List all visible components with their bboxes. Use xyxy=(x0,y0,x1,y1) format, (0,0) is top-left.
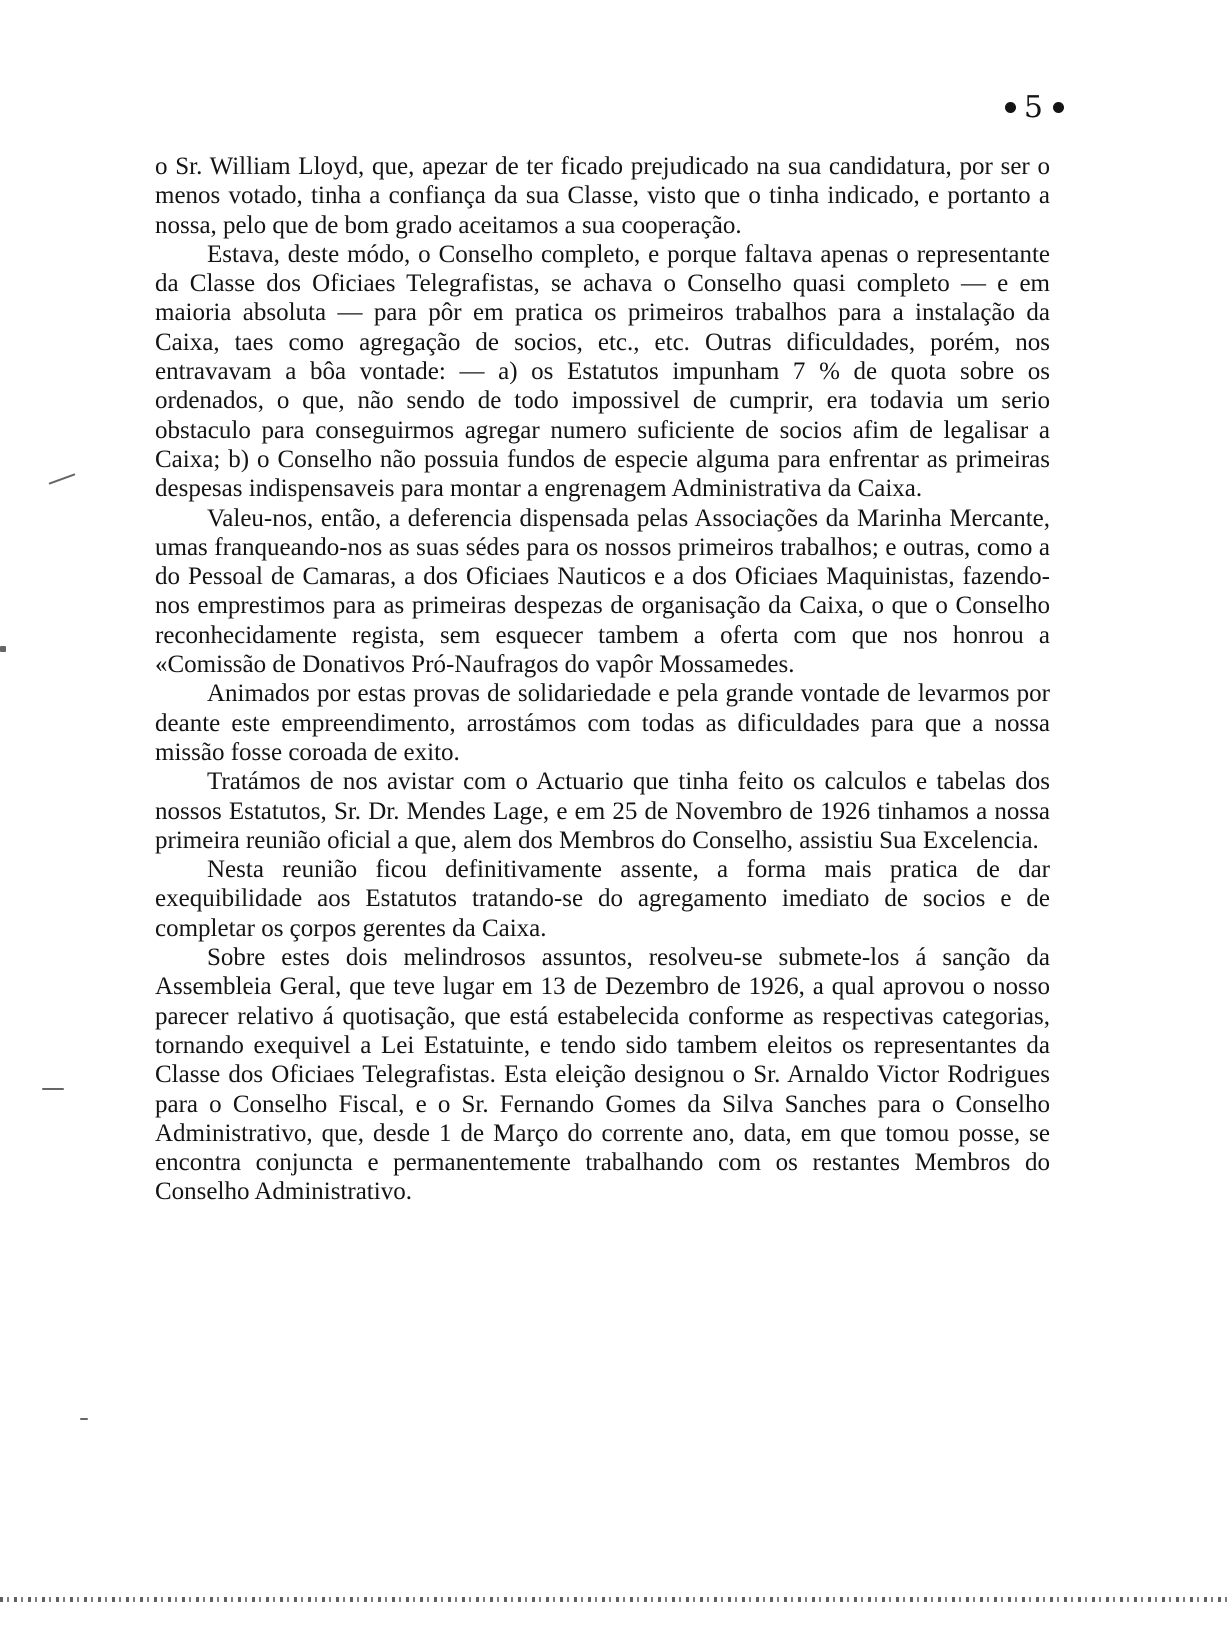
scan-bottom-edge xyxy=(0,1597,1232,1602)
ornament-dot-right xyxy=(1053,102,1064,113)
paragraph-7: Sobre estes dois melindrosos assuntos, resolveu-se submete-los á sanção da Assembleia Geral, que teve lugar em 13 de Dezembro de 1926, a qual aprovou o nosso parecer relativo á quotisação, que está estabelecida conforme as respectivas categorias, tornando exequivel a Lei Estatuinte, e tendo sido tambem eleitos os representantes da Classe dos Oficiaes Telegrafistas. Esta eleição designou o Sr. Arnaldo Victor Rodrigues para o Conselho Fiscal, e o Sr. Fernando Gomes da Silva Sanches para o Conselho Administrativo, que, desde 1 de Março do corrente ano, data, em que tomou posse, se encontra conjuncta e permanentemente trabalhando com os restantes Membros do Conselho Administrativo. xyxy=(155,944,1050,1206)
paragraph-2: Estava, deste módo, o Conselho completo, e porque faltava apenas o representante da Classe dos Oficiaes Telegrafistas, se achava o Conselho quasi completo — e em maioria absoluta — para pôr em pratica os primeiros trabalhos para a instalação da Caixa, taes como agregação de socios, etc., etc. Outras dificuldades, porém, nos entravavam a bôa vontade: — a) os Estatutos impunham 7 % de quota sobre os ordenados, o que, não sendo de todo impossivel de cumprir, era todavia um serio obstaculo para conseguirmos agregar numero suficiente de socios afim de legalisar a Caixa; b) o Conselho não possuia fundos de especie alguma para enfrentar as primeiras despesas indispensaveis para montar a engrenagem Administrativa da Caixa. xyxy=(155,240,1050,503)
scan-speck xyxy=(49,473,76,484)
paragraph-5: Tratámos de nos avistar com o Actuario que tinha feito os calculos e tabelas dos nossos Estatutos, Sr. Dr. Mendes Lage, e em 25 de Novembro de 1926 tinhamos a nossa primeira reunião oficial a que, alem dos Membros do Conselho, assistiu Sua Excelencia. xyxy=(155,768,1050,854)
paragraph-4: Animados por estas provas de solidariedade e pela grande vontade de levarmos por deante este empreendimento, arrostámos com todas as dificuldades para que a nossa missão fosse coroada de exito. xyxy=(155,680,1050,766)
paragraph-1: o Sr. William Lloyd, que, apezar de ter ficado prejudicado na sua candidatura, por ser o menos votado, tinha a confiança da sua Classe, visto que o tinha indicado, e portanto a nossa, pelo que de bom grado aceitamos a sua cooperação. xyxy=(155,153,1050,239)
paragraph-6: Nesta reunião ficou definitivamente assente, a forma mais pratica de dar exequibilidade aos Estatutos tratando-se do agregamento imediato de socios e de completar os çorpos gerentes da Caixa. xyxy=(155,856,1050,942)
body-text xyxy=(155,152,1050,1207)
page-number-text: 5 xyxy=(1023,90,1045,125)
paragraph-3: Valeu-nos, então, a deferencia dispensada pelas Associações da Marinha Mercante, umas franqueando-nos as suas sédes para os nossos primeiros trabalhos; e outras, como a do Pessoal de Camaras, a dos Oficiaes Nauticos e a dos Oficiaes Maquinistas, fazendo-nos emprestimos para as primeiras despezas de organisação da Caixa, o que o Conselho reconhecidamente regista, sem esquecer tambem a oferta com que nos honrou a «Comissão de Donativos Pró-Naufragos do vapôr Mossamedes. xyxy=(155,504,1050,679)
scan-speck xyxy=(0,646,6,652)
scan-speck xyxy=(80,1418,88,1420)
ornament-dot-left xyxy=(1005,102,1016,113)
scan-speck xyxy=(42,1088,64,1090)
page-number xyxy=(1005,90,1064,125)
